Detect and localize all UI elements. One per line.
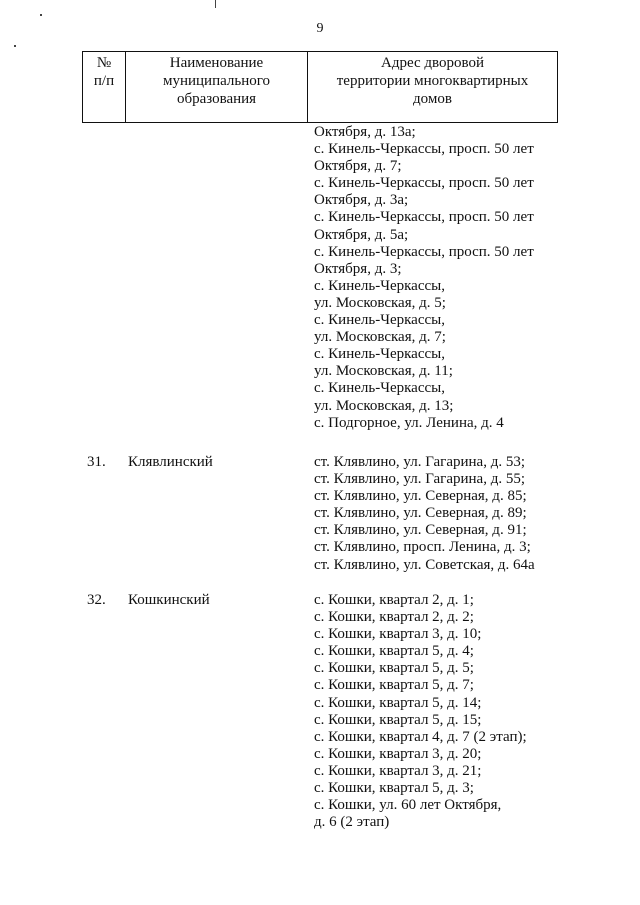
address-line: с. Кинель-Черкассы, bbox=[314, 277, 445, 294]
scan-mark bbox=[40, 14, 42, 16]
address-line: с. Кинель-Черкассы, просп. 50 лет bbox=[314, 175, 534, 192]
header-col-number bbox=[83, 52, 126, 122]
address-line: с. Кошки, квартал 5, д. 5; bbox=[314, 660, 474, 677]
header-text: образования bbox=[176, 91, 257, 107]
address-line: с. Кошки, ул. 60 лет Октября, bbox=[314, 797, 502, 814]
address-list bbox=[314, 592, 594, 831]
header-text: территории многоквартирных bbox=[336, 73, 529, 89]
address-line: ст. Клявлино, ул. Северная, д. 85; bbox=[314, 488, 527, 505]
address-line: Октября, д. 13а; bbox=[314, 124, 416, 140]
scan-mark bbox=[215, 0, 216, 8]
address-list bbox=[314, 454, 594, 574]
address-line: ст. Клявлино, ул. Гагарина, д. 53; bbox=[314, 454, 526, 470]
address-line: с. Кошки, квартал 5, д. 15; bbox=[314, 711, 482, 728]
table-header bbox=[82, 51, 558, 123]
header-col-address bbox=[308, 52, 557, 122]
address-line: с. Кошки, квартал 2, д. 2; bbox=[314, 609, 474, 626]
address-line: с. Подгорное, ул. Ленина, д. 4 bbox=[314, 414, 504, 431]
address-line: ул. Московская, д. 11; bbox=[314, 363, 453, 380]
address-line: с. Кошки, квартал 5, д. 7; bbox=[314, 677, 474, 694]
address-line: с. Кинель-Черкассы, просп. 50 лет bbox=[314, 243, 534, 260]
address-line: Октября, д. 3а; bbox=[314, 192, 409, 209]
row-number: 31. bbox=[87, 454, 106, 470]
address-line: ст. Клявлино, просп. Ленина, д. 3; bbox=[314, 539, 531, 556]
header-text: муниципального bbox=[162, 73, 271, 89]
header-text: Адрес дворовой bbox=[380, 55, 485, 71]
address-line: д. 6 (2 этап) bbox=[314, 814, 390, 831]
address-line: с. Кошки, квартал 2, д. 1; bbox=[314, 592, 474, 608]
address-line: ст. Клявлино, ул. Советская, д. 64а bbox=[314, 556, 535, 573]
address-line: с. Кошки, квартал 5, д. 3; bbox=[314, 780, 474, 797]
address-line: ул. Московская, д. 13; bbox=[314, 397, 454, 414]
address-line: с. Кошки, квартал 3, д. 10; bbox=[314, 626, 482, 643]
address-line: с. Кинель-Черкассы, bbox=[314, 312, 445, 329]
header-text: № bbox=[96, 55, 112, 71]
address-line: с. Кинель-Черкассы, просп. 50 лет bbox=[314, 141, 534, 158]
header-text: п/п bbox=[93, 73, 115, 89]
address-line: Октября, д. 3; bbox=[314, 260, 402, 277]
header-text: домов bbox=[413, 91, 452, 107]
address-line: ул. Московская, д. 7; bbox=[314, 329, 446, 346]
address-line: Октября, д. 7; bbox=[314, 158, 402, 175]
address-line: с. Кошки, квартал 4, д. 7 (2 этап); bbox=[314, 728, 527, 745]
address-line: Октября, д. 5а; bbox=[314, 226, 409, 243]
municipality-name: Кошкинский bbox=[128, 592, 210, 608]
address-line: с. Кошки, квартал 5, д. 4; bbox=[314, 643, 474, 660]
header-col-municipality bbox=[126, 52, 308, 122]
address-line: с. Кошки, квартал 3, д. 21; bbox=[314, 762, 482, 779]
address-line: с. Кинель-Черкассы, bbox=[314, 380, 445, 397]
scan-mark bbox=[14, 45, 16, 47]
address-line: с. Кинель-Черкассы, bbox=[314, 346, 445, 363]
address-line: с. Кинель-Черкассы, просп. 50 лет bbox=[314, 209, 534, 226]
address-line: ст. Клявлино, ул. Северная, д. 89; bbox=[314, 505, 527, 522]
address-list bbox=[314, 124, 594, 432]
address-line: ул. Московская, д. 5; bbox=[314, 294, 446, 311]
address-line: с. Кошки, квартал 5, д. 14; bbox=[314, 694, 482, 711]
municipality-name: Клявлинский bbox=[128, 454, 213, 470]
address-line: с. Кошки, квартал 3, д. 20; bbox=[314, 745, 482, 762]
header-text: Наименование bbox=[169, 55, 264, 71]
row-number: 32. bbox=[87, 592, 106, 608]
address-line: ст. Клявлино, ул. Гагарина, д. 55; bbox=[314, 471, 526, 488]
page-number: 9 bbox=[316, 21, 324, 36]
address-line: ст. Клявлино, ул. Северная, д. 91; bbox=[314, 522, 527, 539]
